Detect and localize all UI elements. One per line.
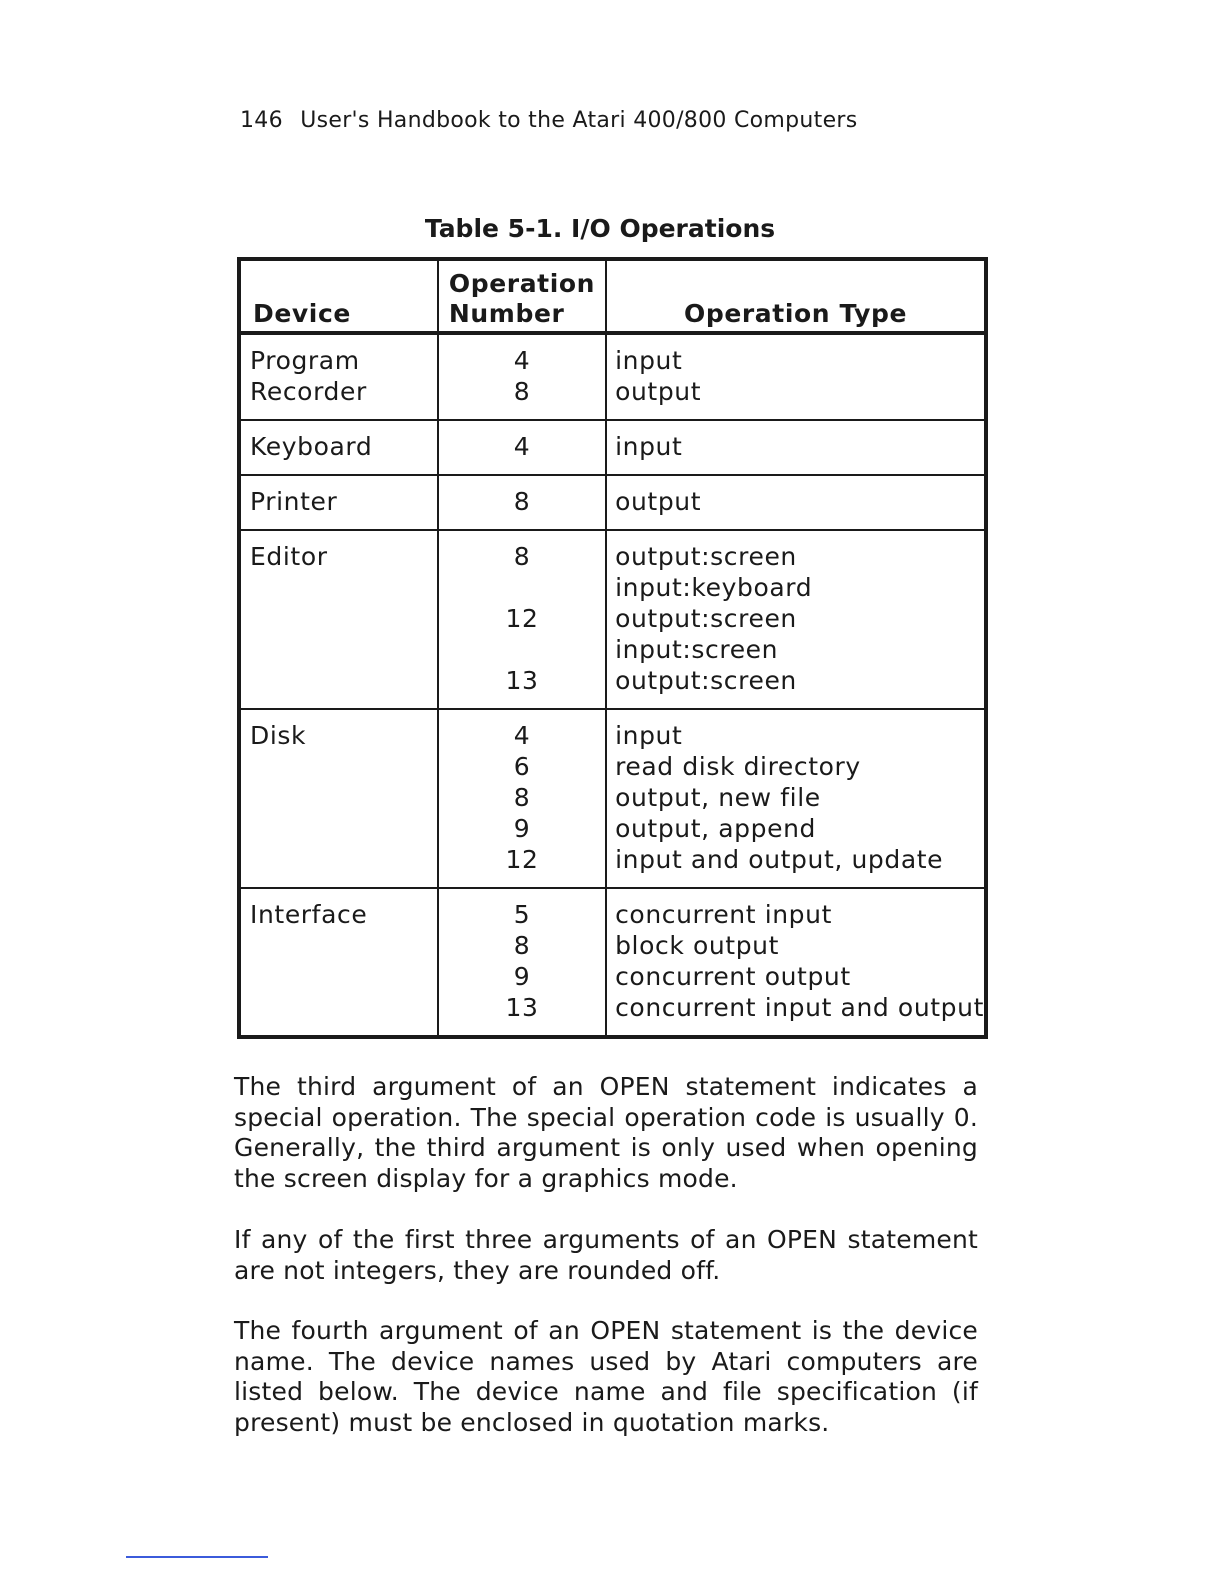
operation-type: output:screen [615, 542, 797, 571]
operation-number: 9 [513, 814, 531, 843]
operation-type: output:screen [615, 604, 797, 633]
device-cell: Editor [239, 530, 438, 709]
operation-type: input [615, 721, 683, 750]
operation-type: input and output, update [615, 845, 944, 874]
table-row [239, 475, 986, 530]
operation-number: 8 [513, 542, 531, 571]
operation-number-cell [438, 888, 606, 1037]
operation-number [439, 572, 605, 603]
operation-number-cell [438, 709, 606, 888]
operation-type: block output [615, 931, 780, 960]
operation-number: 8 [513, 377, 531, 406]
operation-type: output [615, 487, 702, 516]
operation-type-cell [606, 475, 986, 530]
table-body [239, 333, 986, 1037]
operation-type-cell [606, 420, 986, 475]
operation-number-cell [438, 333, 606, 420]
operation-type: output, new file [615, 783, 821, 812]
operation-number: 6 [513, 752, 531, 781]
table-row [239, 709, 986, 888]
operation-type: input:screen [615, 635, 779, 664]
device-cell: Keyboard [239, 420, 438, 475]
paragraph-third-argument: The third argument of an OPEN statement indicates a special operation. The special operation code is usually 0. Generally, the third argument is only used when opening the screen display for a graphics mode. [234, 1072, 978, 1193]
column-header-device: Device [239, 259, 438, 333]
table-row [239, 888, 986, 1037]
operation-number: 8 [513, 783, 531, 812]
paragraph-fourth-argument: The fourth argument of an OPEN statement is the device name. The device names used by Atari computers are listed below. The device name and file specification (if present) must be enclosed in quotation marks. [234, 1316, 978, 1437]
operation-type: concurrent output [615, 962, 851, 991]
operation-type-cell [606, 888, 986, 1037]
table-header-row [239, 259, 986, 333]
operation-type: read disk directory [615, 752, 861, 781]
operation-number: 8 [513, 487, 531, 516]
operation-number-cell [438, 475, 606, 530]
table-row [239, 530, 986, 709]
operation-number: 13 [505, 993, 539, 1022]
device-cell: Interface [239, 888, 438, 1037]
operation-type: input [615, 432, 683, 461]
running-title: User's Handbook to the Atari 400/800 Computers [300, 108, 858, 133]
operation-number [439, 634, 605, 665]
device-cell: Program Recorder [239, 333, 438, 420]
table-row [239, 420, 986, 475]
operation-type: input:keyboard [615, 573, 813, 602]
operation-type: output, append [615, 814, 816, 843]
column-header-operation-type: Operation Type [606, 259, 986, 333]
table-row [239, 333, 986, 420]
running-header [240, 108, 858, 133]
operation-type: output [615, 377, 702, 406]
operation-number: 4 [513, 432, 531, 461]
operation-type: output:screen [615, 666, 797, 695]
operation-type-cell [606, 333, 986, 420]
io-operations-table [237, 257, 988, 1039]
device-cell: Printer [239, 475, 438, 530]
operation-number-cell [438, 420, 606, 475]
operation-number: 12 [505, 845, 539, 874]
device-cell: Disk [239, 709, 438, 888]
operation-number: 5 [513, 900, 531, 929]
column-header-number-line1: Operation [448, 269, 596, 298]
operation-number: 13 [505, 666, 539, 695]
operation-number: 4 [513, 346, 531, 375]
operation-type-cell [606, 709, 986, 888]
operation-type: input [615, 346, 683, 375]
operation-number: 12 [505, 604, 539, 633]
footer-rule [126, 1556, 268, 1558]
operation-number: 4 [513, 721, 531, 750]
page-number: 146 [240, 108, 283, 133]
column-header-operation-number [438, 259, 606, 333]
table-title: Table 5-1. I/O Operations [424, 214, 776, 243]
operation-type: concurrent input and output [615, 993, 984, 1022]
operation-number: 9 [513, 962, 531, 991]
operation-type-cell [606, 530, 986, 709]
column-header-number-line2: Number [448, 299, 565, 328]
operation-number: 8 [513, 931, 531, 960]
operation-number-cell [438, 530, 606, 709]
operation-type: concurrent input [615, 900, 833, 929]
paragraph-rounding: If any of the first three arguments of an OPEN statement are not integers, they are rounded off. [234, 1225, 978, 1285]
